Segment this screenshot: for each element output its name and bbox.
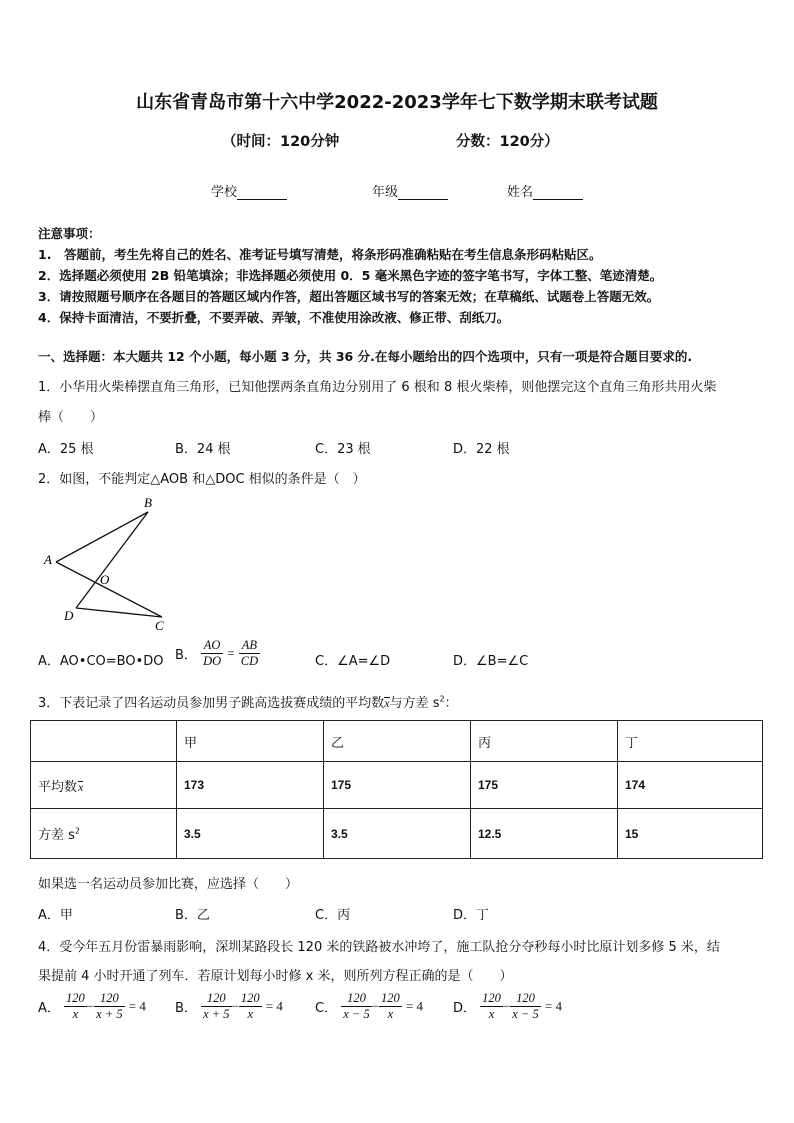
denominator: x	[488, 1007, 495, 1021]
fraction-ab-cd	[239, 638, 260, 669]
label-c: C	[155, 618, 164, 633]
minus-sign: −	[231, 998, 239, 1014]
fraction	[94, 991, 124, 1022]
fraction-ao-do	[201, 638, 223, 669]
note-item: 4．保持卡面清洁，不要折叠，不要弄破、弄皱，不准使用涂改液、修正带、刮纸刀。	[38, 310, 510, 325]
exam-title: 山东省青岛市第十六中学2022-2023学年七下数学期末联考试题	[136, 92, 658, 113]
q4-option-label: D．	[453, 1001, 477, 1016]
q4-line1: 4．受今年五月份雷暴雨影响，深圳某路段长 120 米的铁路被水冲垮了，施工队抢分夺秒每小时比原计划多修 5 米，结	[38, 940, 720, 955]
table-cell: 173	[177, 762, 324, 809]
numerator: 120	[94, 991, 124, 1007]
denominator: x	[72, 1007, 79, 1021]
school-label: 学校	[211, 185, 238, 200]
q4-option-label: A．	[38, 1001, 60, 1016]
table-cell: 12.5	[471, 809, 618, 859]
fraction	[379, 991, 402, 1022]
school-field	[211, 181, 287, 200]
q2-option-b-label: B．	[175, 648, 197, 663]
q4-line2: 果提前 4 小时开通了列车．若原计划每小时修 x 米，则所列方程正确的是（ ）	[38, 969, 513, 984]
segment-bd	[76, 512, 148, 608]
q2-figure	[40, 494, 180, 634]
superscript: 2	[74, 826, 80, 836]
mean-symbol: x	[78, 779, 84, 794]
q1-line2: 棒（ ）	[38, 410, 104, 425]
name-label: 姓名	[507, 185, 534, 200]
q3-after: 如果选一名运动员参加比赛，应选择（ ）	[38, 877, 299, 892]
note-item: 3．请按照题号顺序在各题目的答题区域内作答，超出答题区域书写的答案无效；在草稿纸、试题卷上答题无效。	[38, 289, 660, 304]
note-item: 1. 答题前，考生先将自己的姓名、准考证号填写清楚，将条形码准确粘贴在考生信息条形码粘贴区。	[38, 247, 602, 262]
equals-sign: =	[227, 645, 235, 661]
q4-option-b[interactable]	[175, 991, 283, 1022]
fraction	[64, 991, 87, 1022]
table-header-cell: 丁	[618, 721, 763, 762]
q2-option-c[interactable]: C．∠A=∠D	[315, 654, 391, 669]
numerator: AB	[239, 638, 260, 654]
q4-option-a[interactable]	[38, 991, 146, 1022]
fraction	[510, 991, 540, 1022]
q4-option-d[interactable]	[453, 991, 562, 1022]
denominator: x + 5	[96, 1007, 123, 1021]
table-header-cell: 丙	[471, 721, 618, 762]
q1-option-c[interactable]: C．23 根	[315, 442, 371, 457]
rhs: = 4	[128, 998, 146, 1014]
mean-symbol: x	[384, 696, 390, 710]
q2-option-a[interactable]: A．AO•CO=BO•DO	[38, 654, 164, 669]
q2-text: 2．如图，不能判定△AOB 和△DOC 相似的条件是（ ）	[38, 472, 366, 487]
row-label-mean	[31, 762, 177, 809]
q1-option-d[interactable]: D．22 根	[453, 442, 510, 457]
fraction	[341, 991, 371, 1022]
table-cell: 3.5	[324, 809, 471, 859]
numerator: 120	[201, 991, 231, 1007]
q3-text-prefix: 3．下表记录了四名运动员参加男子跳高选拔赛成绩的平均数	[38, 696, 385, 711]
table-row	[31, 762, 763, 809]
denominator: x	[387, 1007, 394, 1021]
segment-dc	[76, 608, 162, 617]
table-cell: 15	[618, 809, 763, 859]
table-header-cell: 乙	[324, 721, 471, 762]
label-b: B	[144, 495, 152, 510]
fraction	[201, 991, 231, 1022]
q3-option-b[interactable]: B．乙	[175, 908, 210, 923]
table-header-row	[31, 721, 763, 762]
numerator: AO	[201, 638, 223, 654]
q1-option-b[interactable]: B．24 根	[175, 442, 231, 457]
q3-option-d[interactable]: D．丁	[453, 908, 490, 923]
q1-option-a[interactable]: A．25 根	[38, 442, 94, 457]
school-blank[interactable]	[237, 185, 287, 200]
label-d: D	[64, 608, 74, 623]
row-label-variance	[31, 809, 177, 859]
fraction	[480, 991, 503, 1022]
q3-text	[38, 692, 458, 711]
note-item: 2．选择题必须使用 2B 铅笔填涂；非选择题必须使用 0．5 毫米黑色字迹的签字笔书写，字体工整、笔迹清楚。	[38, 268, 663, 283]
q3-option-c[interactable]: C．丙	[315, 908, 351, 923]
q2-option-b[interactable]	[175, 638, 260, 669]
numerator: 120	[341, 991, 371, 1007]
fraction	[239, 991, 262, 1022]
minus-sign: −	[502, 998, 511, 1014]
name-blank[interactable]	[533, 185, 583, 200]
q4-option-label: C．	[315, 1001, 338, 1016]
table-cell: 174	[618, 762, 763, 809]
grade-field	[372, 181, 448, 200]
table-header-cell	[31, 721, 177, 762]
table-row	[31, 809, 763, 859]
numerator: 120	[240, 991, 260, 1005]
numerator: 120	[381, 991, 400, 1005]
exam-time: （时间：120分钟	[222, 134, 340, 150]
rhs: = 4	[405, 998, 424, 1014]
numerator: 120	[66, 991, 85, 1005]
denominator: x − 5	[512, 1007, 539, 1021]
table-cell: 175	[471, 762, 618, 809]
label-a: A	[44, 552, 52, 567]
rhs: = 4	[265, 998, 283, 1014]
segment-ab	[56, 512, 148, 562]
rhs: = 4	[544, 998, 562, 1014]
section-heading: 一、选择题：本大题共 12 个小题，每小题 3 分，共 36 分.在每小题给出的四个选项中，只有一项是符合题目要求的.	[38, 349, 693, 364]
q4-option-c[interactable]	[315, 991, 423, 1022]
table-cell: 175	[324, 762, 471, 809]
numerator: 120	[482, 991, 501, 1005]
exam-score: 分数：120分）	[456, 134, 559, 150]
minus-sign: −	[86, 998, 95, 1014]
denominator: DO	[203, 654, 222, 668]
notes-block	[38, 223, 662, 328]
denominator: x − 5	[343, 1007, 370, 1021]
numerator: 120	[510, 991, 540, 1007]
q4-option-label: B．	[175, 1001, 197, 1016]
denominator: CD	[240, 654, 259, 668]
q3-text-end: ：	[444, 696, 458, 711]
denominator: x + 5	[203, 1007, 230, 1021]
minus-sign: −	[371, 998, 380, 1014]
grade-blank[interactable]	[398, 185, 448, 200]
name-field	[507, 181, 583, 200]
denominator: x	[247, 1007, 254, 1021]
label-o: O	[100, 572, 110, 587]
q1-line1: 1．小华用火柴棒摆直角三角形，已知他摆两条直角边分别用了 6 根和 8 根火柴棒，则他摆完这个直角三角形共用火柴	[38, 380, 717, 395]
superscript: 2	[439, 694, 445, 704]
table-cell: 3.5	[177, 809, 324, 859]
notes-heading: 注意事项：	[38, 226, 101, 241]
grade-label: 年级	[372, 185, 399, 200]
row-label-text: 平均数	[38, 779, 78, 795]
q2-option-d[interactable]: D．∠B=∠C	[453, 654, 529, 669]
q3-option-a[interactable]: A．甲	[38, 908, 73, 923]
scores-table	[30, 720, 763, 859]
q3-text-mid: 与方差 s	[389, 696, 440, 711]
row-label-text: 方差 s	[38, 828, 75, 843]
table-header-cell: 甲	[177, 721, 324, 762]
